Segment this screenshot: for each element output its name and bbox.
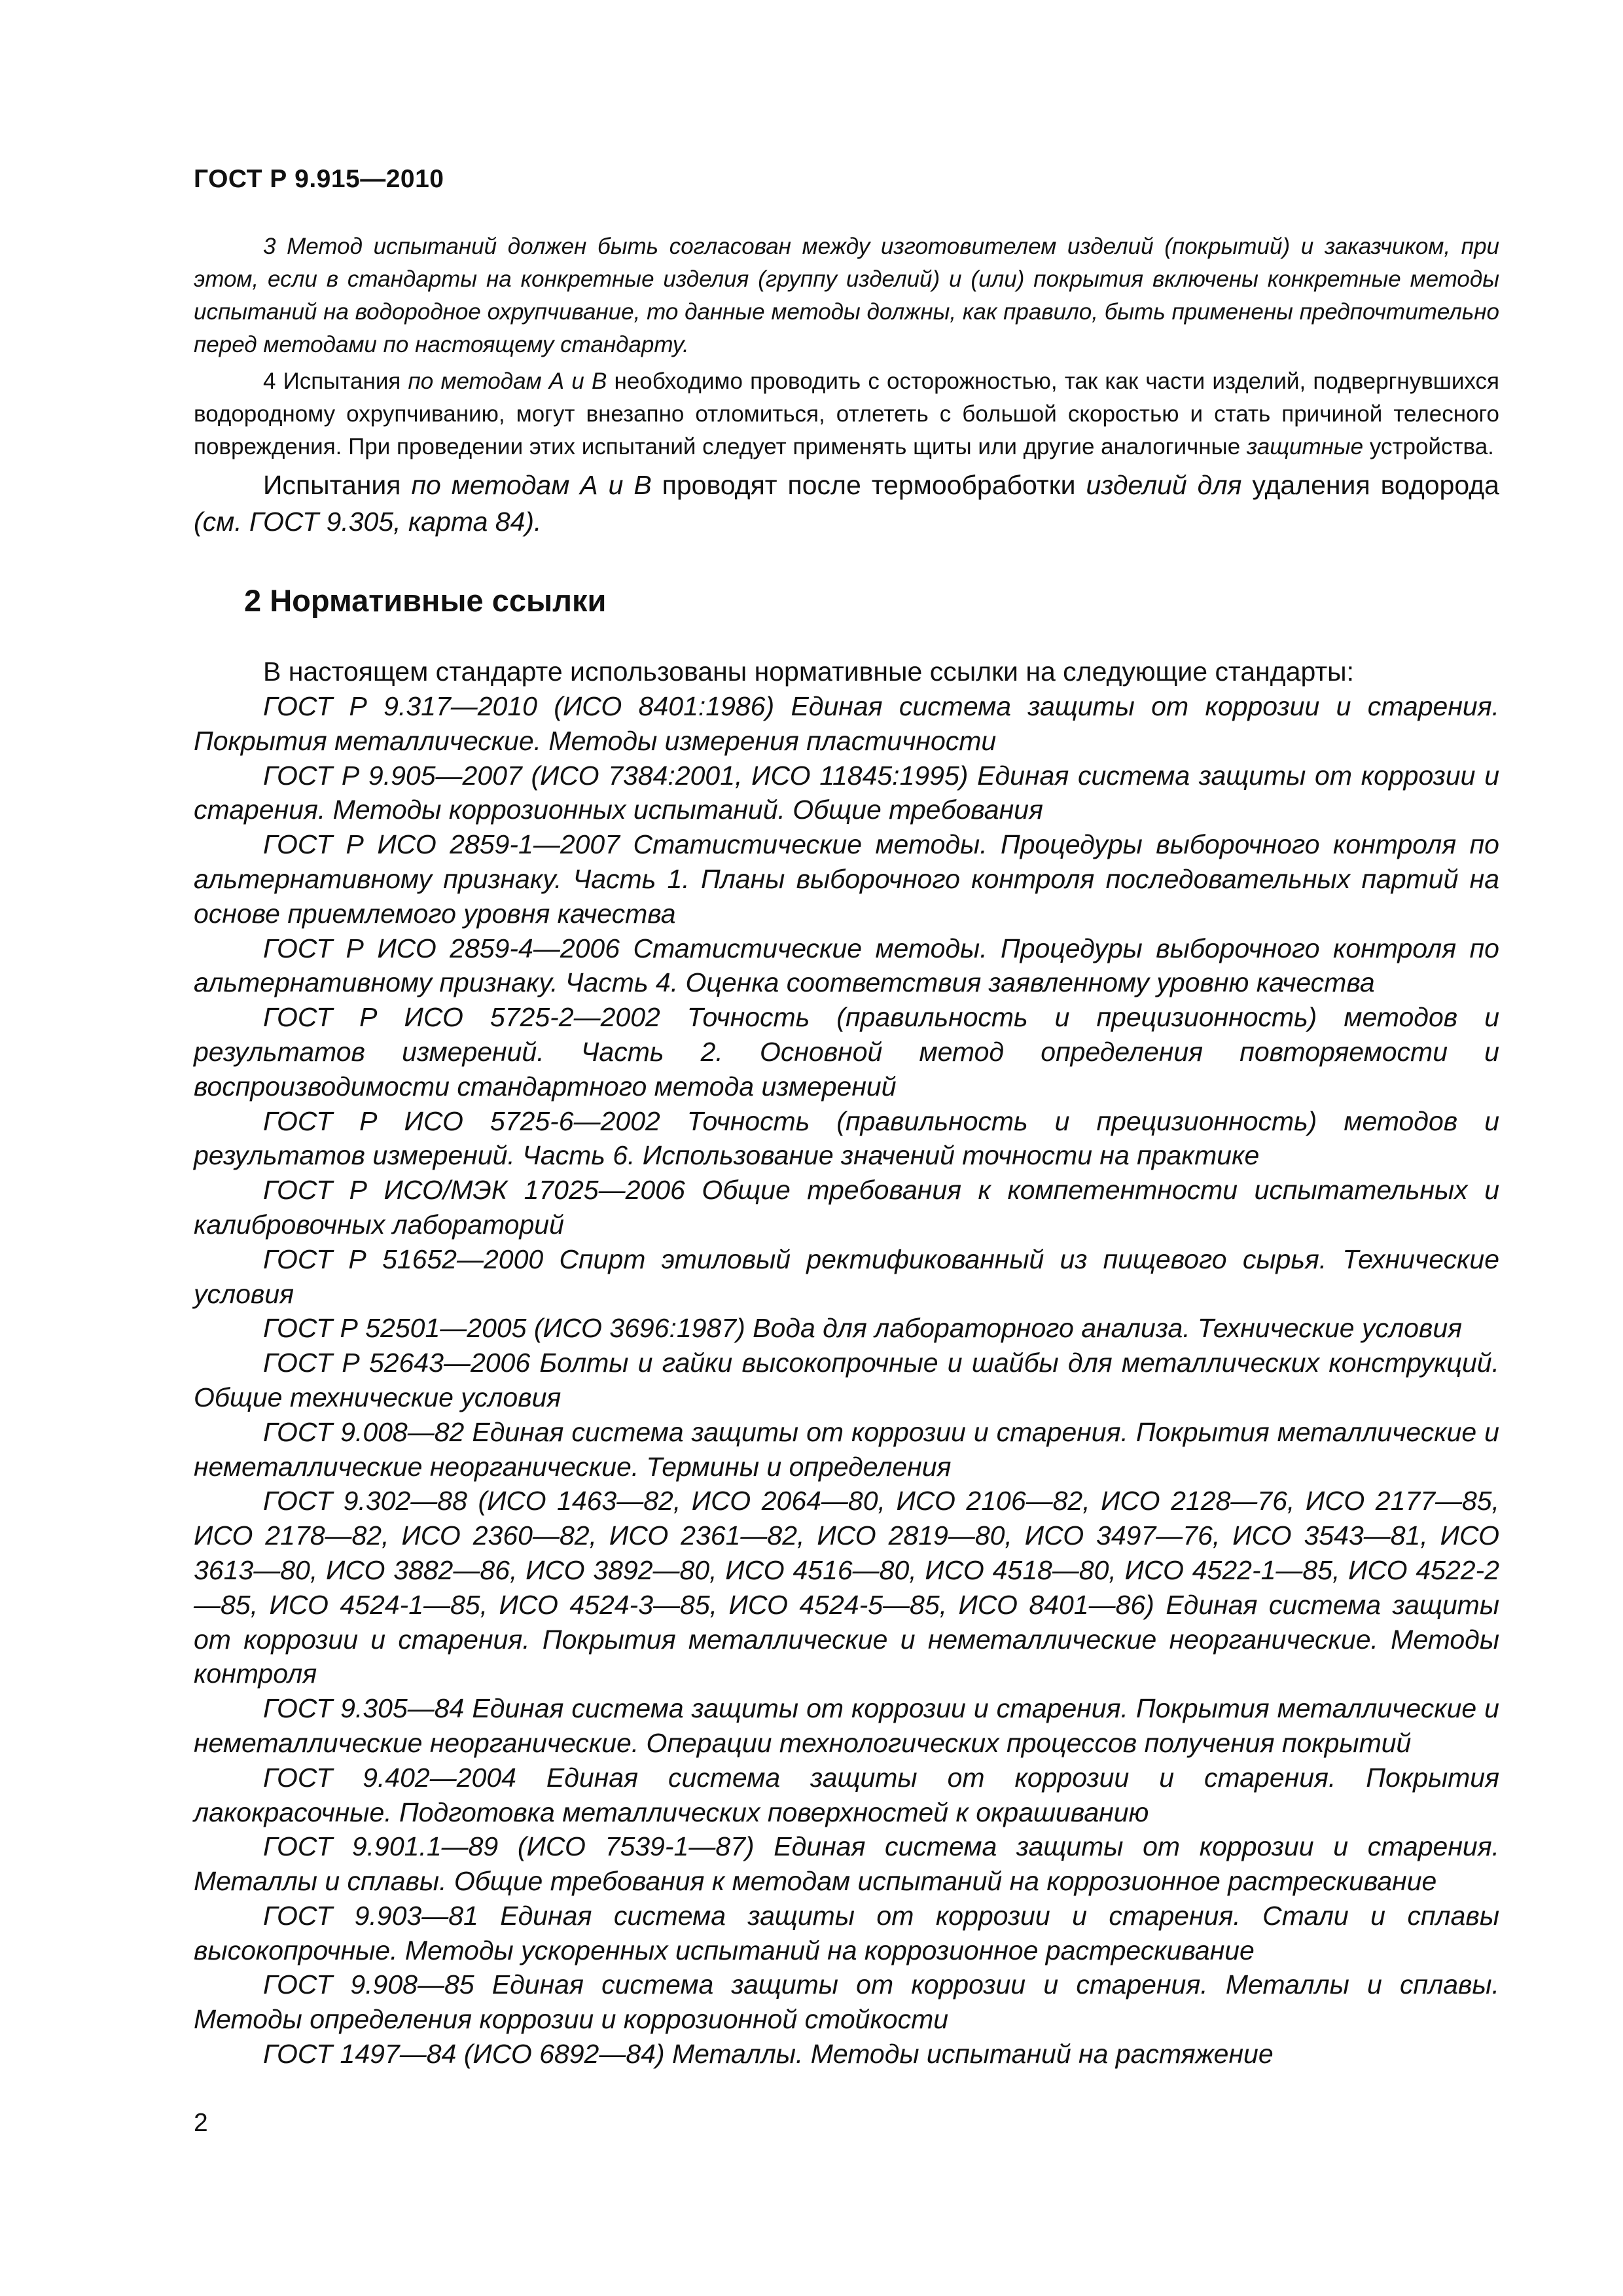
reference-item: ГОСТ Р 52501—2005 (ИСО 3696:1987) Вода для лабораторного анализа. Технические условия (263, 1313, 1463, 1344)
paragraph-emphasis: (см. ГОСТ 9.305, карта 84). (194, 507, 542, 537)
reference-item: ГОСТ Р 52643—2006 Болты и гайки высокопрочные и шайбы для металлических конструкций. Общие технические условия (194, 1348, 1499, 1412)
notes-block (194, 230, 1499, 463)
paragraph-text: Испытания (263, 470, 412, 500)
reference-item: ГОСТ 9.908—85 Единая система защиты от коррозии и старения. Металлы и сплавы. Методы определения коррозии и коррозионной стойкости (194, 1969, 1499, 2035)
references-list (194, 689, 1499, 2072)
note-4-text: необходимо проводить с осторожностью, так как части изделий, подвергнувшихся водородному охрупчиванию, могут внезапно отломиться, отлететь с большой скоростью и стать причиной телесного повреждения. При проведении этих испытаний следует применять щиты или другие аналогичные (194, 368, 1499, 459)
reference-item: ГОСТ 9.402—2004 Единая система защиты от коррозии и старения. Покрытия лакокрасочные. Подготовка металлических поверхностей к окрашиванию (194, 1762, 1499, 1827)
reference-item: ГОСТ Р ИСО/МЭК 17025—2006 Общие требования к компетентности испытательных и калибровочных лабораторий (194, 1175, 1499, 1240)
note-4 (194, 365, 1499, 463)
reference-item: ГОСТ Р ИСО 5725-6—2002 Точность (правильность и прецизионность) методов и результатов измерений. Часть 6. Использование значений точности на практике (194, 1105, 1499, 1171)
paragraph-text: проводят после термообработки (651, 470, 1086, 500)
reference-item: ГОСТ Р 9.317—2010 (ИСО 8401:1986) Единая система защиты от коррозии и старения. Покрытия металлические. Методы измерения пластичности (194, 691, 1499, 756)
paragraph-emphasis: по методам А и В (411, 470, 652, 500)
reference-item: ГОСТ Р ИСО 2859-1—2007 Статистические методы. Процедуры выборочного контроля по альтернативному признаку. Часть 1. Планы выборочного контроля последовательных партий на основе приемлемого уровня качества (194, 829, 1499, 929)
paragraph-text: удаления водорода (1241, 470, 1499, 500)
reference-item: ГОСТ 9.903—81 Единая система защиты от коррозии и старения. Стали и сплавы высокопрочные. Методы ускоренных испытаний на коррозионное растрескивание (194, 1900, 1499, 1965)
test-method-paragraph (194, 467, 1499, 540)
reference-item: ГОСТ Р 51652—2000 Спирт этиловый ректификованный из пищевого сырья. Технические условия (194, 1244, 1499, 1309)
reference-item: ГОСТ 1497—84 (ИСО 6892—84) Металлы. Методы испытаний на растяжение (263, 2039, 1274, 2070)
reference-item: ГОСТ Р 9.905—2007 (ИСО 7384:2001, ИСО 11845:1995) Единая система защиты от коррозии и старения. Методы коррозионных испытаний. Общие требования (194, 760, 1499, 825)
references-intro: В настоящем стандарте использованы нормативные ссылки на следующие стандарты: (263, 656, 1355, 687)
note-4-text: 4 Испытания (263, 368, 408, 394)
note-4-text: устройства. (1363, 434, 1494, 459)
reference-item: ГОСТ 9.901.1—89 (ИСО 7539-1—87) Единая система защиты от коррозии и старения. Металлы и сплавы. Общие требования к методам испытаний на коррозионное растрескивание (194, 1831, 1499, 1897)
page-number: 2 (194, 2109, 208, 2137)
reference-item: ГОСТ 9.302—88 (ИСО 1463—82, ИСО 2064—80, ИСО 2106—82, ИСО 2128—76, ИСО 2177—85, ИСО 2178—82, ИСО 2360—82, ИСО 2361—82, ИСО 2819—80, ИСО 3497—76, ИСО 3543—81, ИСО 3613—80, ИСО 3882—86, ИСО 3892—80, ИСО 4516—80, ИСО 4518—80, ИСО 4522-1—85, ИСО 4522-2—85, ИСО 4524-1—85, ИСО 4524-3—85, ИСО 4524-5—85, ИСО 8401—86) Единая система защиты от коррозии и старения. Покрытия металлические и неметаллические неорганические. Методы контроля (194, 1486, 1499, 1689)
reference-item: ГОСТ 9.008—82 Единая система защиты от коррозии и старения. Покрытия металлические и неметаллические неорганические. Термины и определения (194, 1416, 1499, 1482)
paragraph-emphasis: изделий для (1086, 470, 1242, 500)
note-3: 3 Метод испытаний должен быть согласован между изготовителем изделий (покрытий) и заказчиком, при этом, если в стандарты на конкретные изделия (группу изделий) и (или) покрытия включены конкретные методы испытаний на водородное охрупчивание, то данные методы должны, как правило, быть применены предпочтительно перед методами по настоящему стандарту. (194, 234, 1499, 357)
reference-item: ГОСТ 9.305—84 Единая система защиты от коррозии и старения. Покрытия металлические и неметаллические неорганические. Операции технологических процессов получения покрытий (194, 1693, 1499, 1758)
section-heading: 2 Нормативные ссылки (244, 583, 607, 618)
reference-item: ГОСТ Р ИСО 5725-2—2002 Точность (правильность и прецизионность) методов и результатов измерений. Часть 2. Основной метод определения повторяемости и воспроизводимости стандартного метода измерений (194, 1002, 1499, 1102)
document-code-header: ГОСТ Р 9.915—2010 (194, 165, 444, 193)
reference-item: ГОСТ Р ИСО 2859-4—2006 Статистические методы. Процедуры выборочного контроля по альтернативному признаку. Часть 4. Оценка соответствия заявленному уровню качества (194, 933, 1499, 998)
note-4-emphasis: по методам А и В (408, 368, 607, 394)
note-4-emphasis: защитные (1246, 434, 1364, 459)
